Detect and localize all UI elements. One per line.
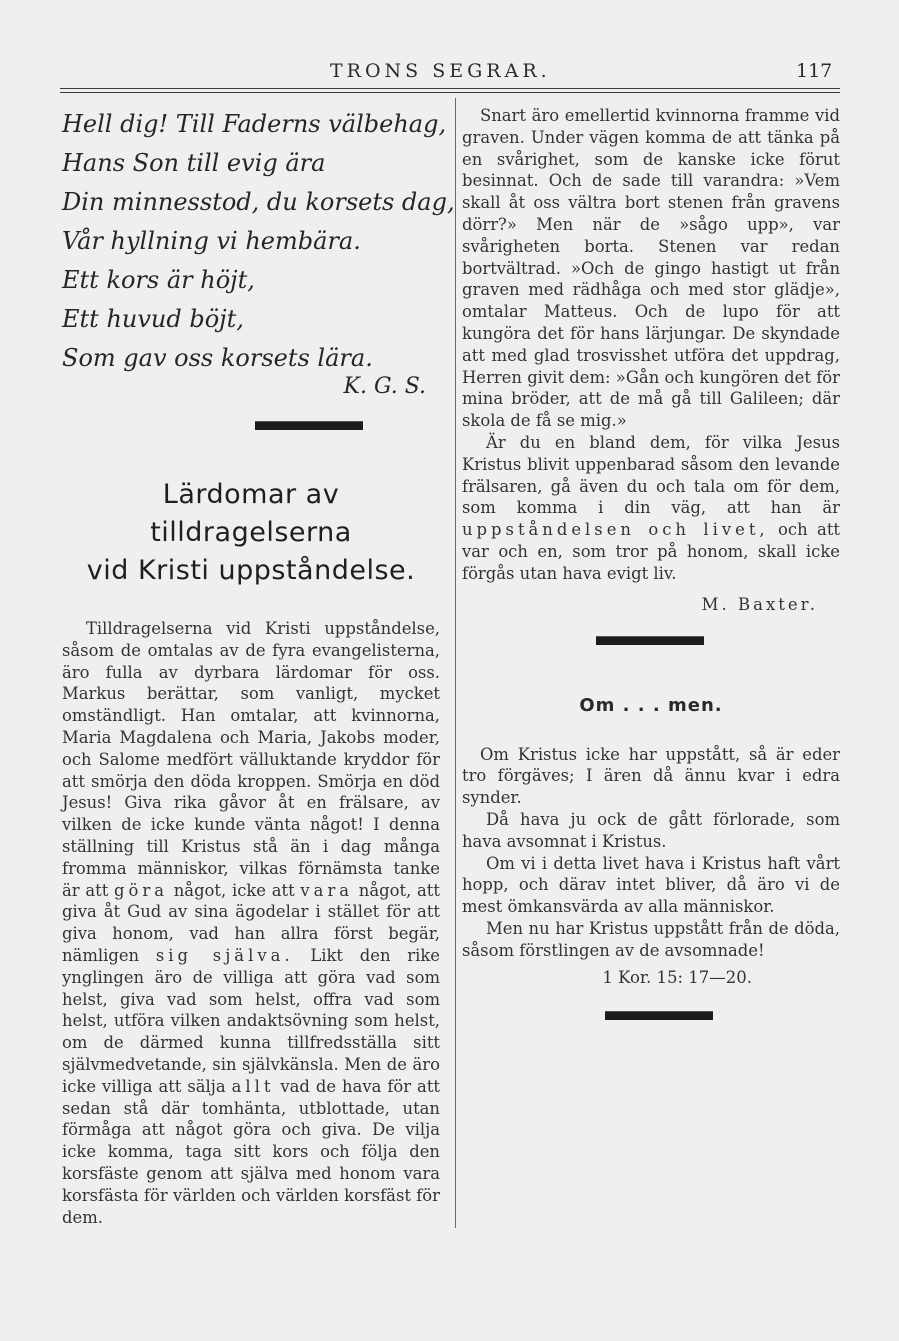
poem bbox=[62, 105, 455, 378]
running-head: TRONS SEGRAR. bbox=[330, 60, 551, 82]
poem-line: Ett huvud böjt, bbox=[62, 305, 244, 333]
text-run: vad de hava för att sedan stå där tomhänta, utblottade, utan förmåga att något göra och giva. De vilja icke komma, taga sitt kors och följa den korsfäste genom att själva med honom vara korsfästa för världen och världen korsfäst för dem. bbox=[62, 1076, 440, 1227]
poem-line: Ett kors är höjt, bbox=[62, 266, 255, 294]
emphasis-text: allt bbox=[231, 1076, 275, 1096]
poem-line: Som gav oss korsets lära. bbox=[62, 344, 373, 372]
text-run: och att var och en, som tror på honom, skall icke förgås utan hava evigt liv. bbox=[462, 520, 840, 583]
text-run: Är du en bland dem, för vilka Jesus Kristus blivit uppenbarad såsom den levande frälsaren, gå även du och tala om för dem, som komma i din väg, att han är bbox=[462, 432, 840, 518]
article-byline: M. Baxter. bbox=[701, 594, 818, 614]
text-run: något, icke att bbox=[173, 880, 295, 900]
poem-line: Hell dig! Till Faderns välbehag, bbox=[62, 110, 447, 138]
article-paragraph: Men nu har Kristus uppstått från de döda, såsom förstlingen av de avsomnade! bbox=[462, 918, 840, 960]
article-body bbox=[462, 744, 840, 962]
article-paragraph: Om vi i detta livet hava i Kristus haft vårt hopp, och därav intet bliver, då äro vi de mest ömkansvärda av alla människor. bbox=[462, 853, 840, 917]
article-title bbox=[62, 476, 440, 590]
column-divider bbox=[455, 98, 456, 1228]
emphasis-text: vara bbox=[300, 880, 354, 900]
article-paragraph: Då hava ju ock de gått förlorade, som hava avsomnat i Kristus. bbox=[462, 809, 840, 851]
article-title: Om . . . men. bbox=[579, 694, 723, 716]
article-body-left bbox=[62, 618, 440, 1228]
text-run: Likt den rike ynglingen äro de villiga att göra vad som helst, giva vad som helst, offra vad som helst, utföra vilken andaktsövning som helst, om de därmed kunna tillfredsställa sitt självmedvetande, sin självkänsla. Men de äro icke villiga att sälja bbox=[62, 945, 440, 1096]
right-column bbox=[462, 105, 840, 1020]
text-run: Tilldragelserna vid Kristi uppståndelse, såsom de omtalas av de fyra evangelisterna, äro fulla av dyrbara lärdomar för oss. Markus berättar, som vanligt, mycket omständligt. Han omtalar, att kvinnorna, Maria Magdalena och Maria, Jakobs moder, och Salome medfört välluktande kryddor för att smörja den döda kroppen. Smörja en död Jesus! Giva rika gåvor åt en frälsare, av vilken de icke kunde vänta något! I denna ställning till Kristus stå än i dag många fromma människor, vilkas förnämsta tanke är att bbox=[62, 619, 440, 900]
header-rule-top bbox=[60, 88, 840, 89]
left-column bbox=[62, 105, 455, 1228]
article-paragraph bbox=[62, 618, 440, 1228]
section-ornament bbox=[596, 636, 704, 645]
poem-line: Din minnesstod, du korsets dag, bbox=[62, 188, 455, 216]
emphasis-text: sig själva. bbox=[155, 945, 294, 965]
poem-signature: K. G. S. bbox=[343, 374, 426, 399]
article-title-line: Lärdomar av tilldragelserna bbox=[150, 479, 352, 548]
article-title-line: vid Kristi uppståndelse. bbox=[86, 555, 416, 586]
emphasis-text: göra bbox=[114, 880, 168, 900]
scripture-reference: 1 Kor. 15: 17—20. bbox=[602, 967, 752, 987]
text-run: något, att giva åt Gud av sina ägodelar i stället för att giva honom, vad han allra först begär, nämligen bbox=[62, 880, 440, 965]
article-paragraph: Om Kristus icke har uppstått, så är eder tro förgäves; I ären då ännu kvar i edra synder. bbox=[462, 744, 840, 808]
header-rule-bottom bbox=[60, 92, 840, 93]
poem-line: Vår hyllning vi hembära. bbox=[62, 227, 361, 255]
section-ornament bbox=[605, 1011, 713, 1020]
article-body-right bbox=[462, 105, 840, 585]
article-paragraph bbox=[462, 432, 840, 585]
poem-line: Hans Son till evig ära bbox=[62, 149, 326, 177]
section-ornament bbox=[255, 421, 363, 430]
article-paragraph: Snart äro emellertid kvinnorna framme vid graven. Under vägen komma de att tänka på en svårighet, som de kanske icke förut besinnat. Och de sade till varandra: »Vem skall åt oss vältra bort stenen från gravens dörr?» Men när de »sågo upp», var svårigheten borta. Stenen var redan bortvältrad. »Och de gingo hastigt ut från graven med rädhåga och med stor glädje», omtalar Matteus. Och de lupo för att kungöra det för hans lärjungar. De skyndade att med glad trosvisshet utföra det uppdrag, Herren givit dem: »Gån och kungören det för mina bröder, att de må gå till Galileen; där skola de få se mig.» bbox=[462, 106, 840, 431]
emphasis-text: uppståndelsen och livet, bbox=[462, 520, 769, 540]
page-number: 117 bbox=[796, 60, 833, 82]
